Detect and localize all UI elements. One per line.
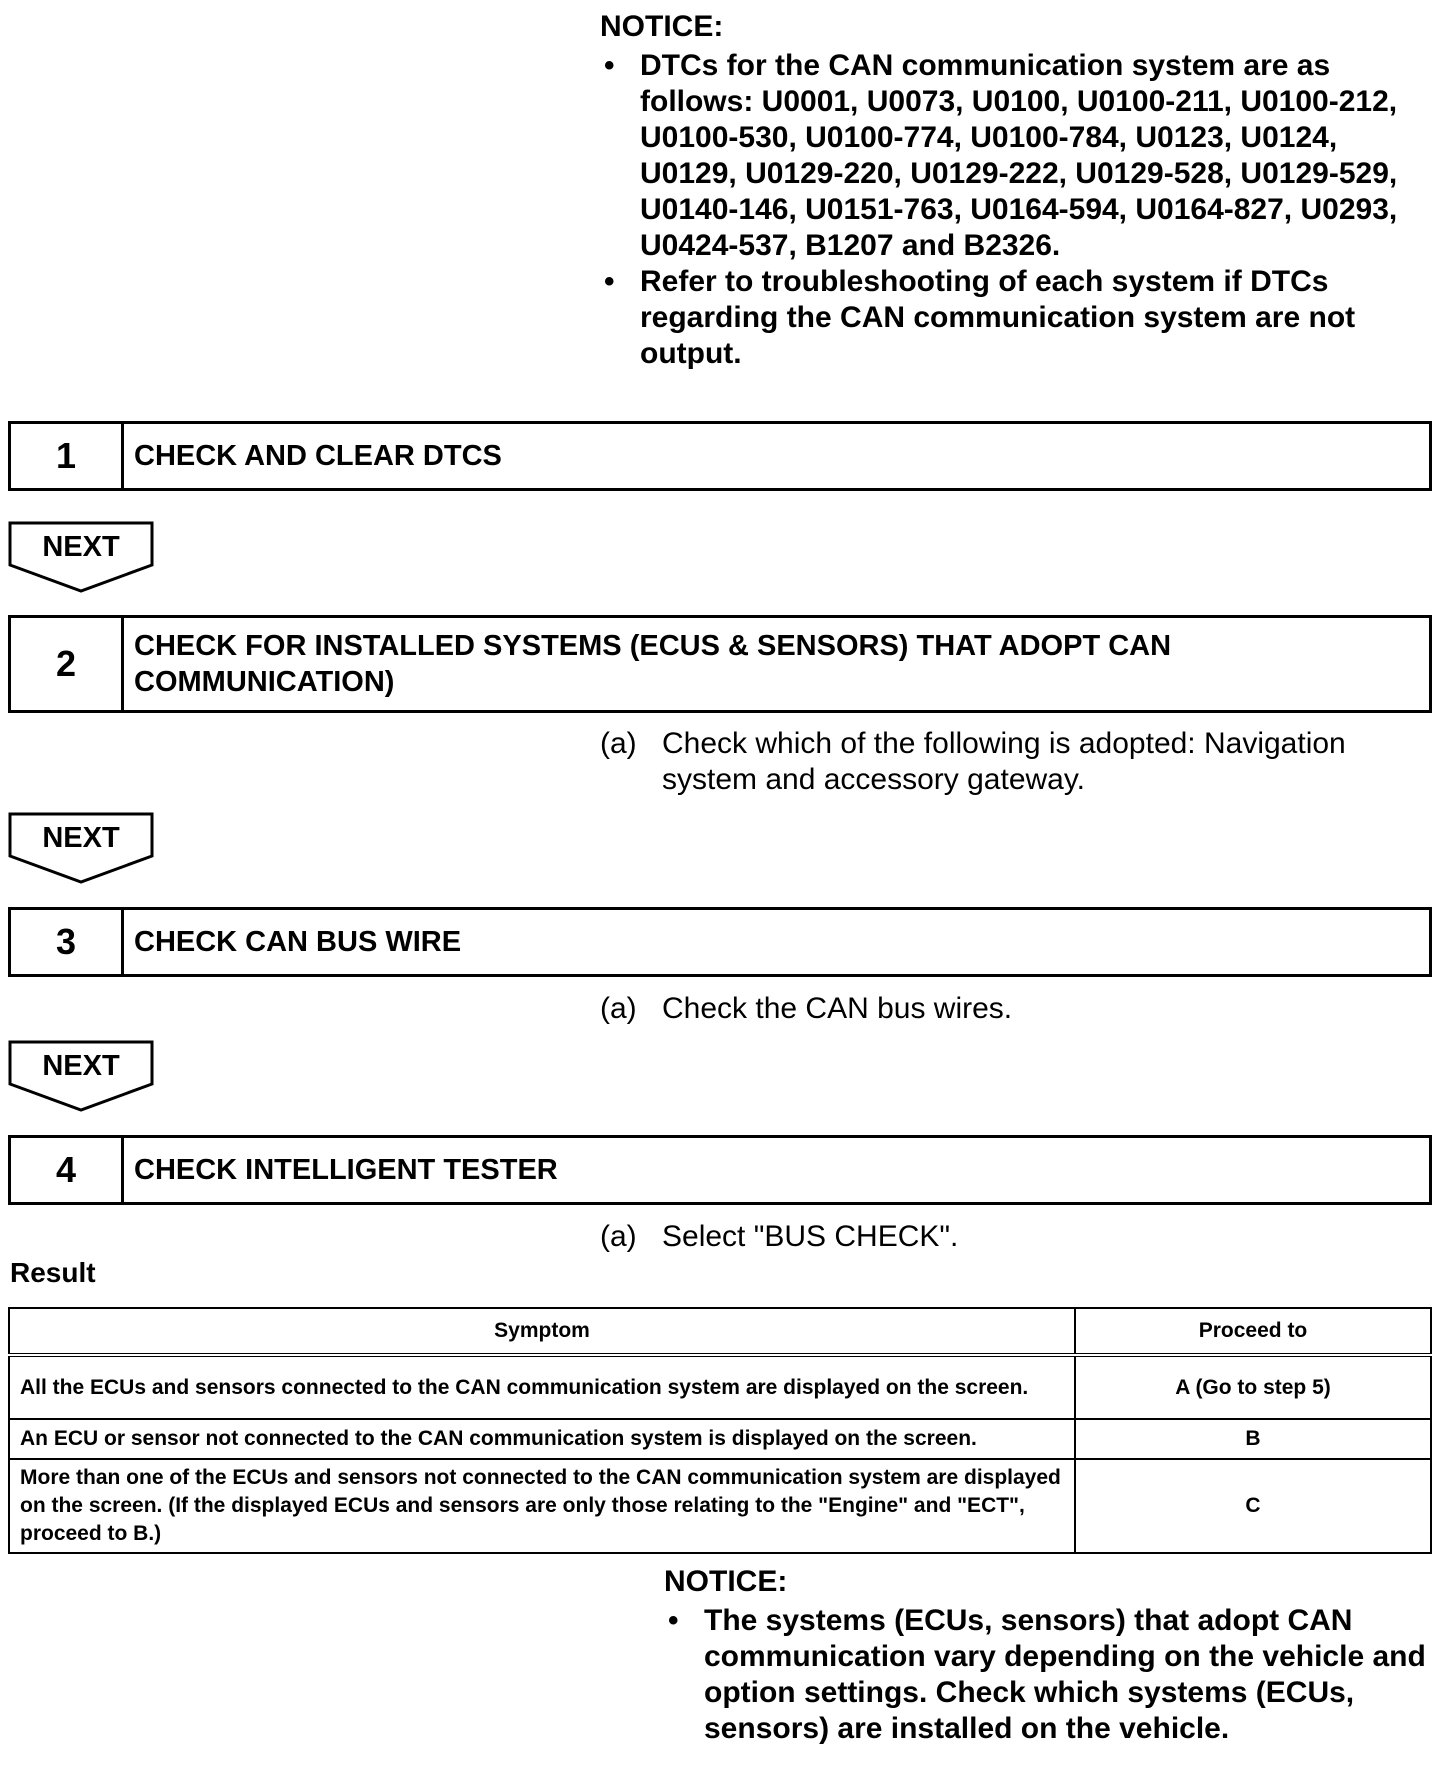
notice-bullet-list bbox=[664, 1603, 1434, 1747]
table-row bbox=[9, 1459, 1431, 1553]
proceed-cell: B bbox=[1075, 1419, 1431, 1459]
step-number: 3 bbox=[11, 910, 124, 974]
notice-top bbox=[600, 10, 1420, 372]
step-title: CHECK INTELLIGENT TESTER bbox=[134, 1154, 558, 1186]
proceed-header: Proceed to bbox=[1075, 1308, 1431, 1355]
symptom-cell: More than one of the ECUs and sensors not connected to the CAN communication system are displayed on the screen. (If the displayed ECUs and sensors are only those relating to the "Engine" and "ECT", proceed to B.) bbox=[9, 1459, 1075, 1553]
step-title: CHECK FOR INSTALLED SYSTEMS (ECUS & SENSORS) THAT ADOPT CAN COMMUNICATION) bbox=[134, 630, 1172, 698]
substep-label: (a) bbox=[600, 727, 637, 760]
step-2-box bbox=[8, 615, 1432, 713]
table-header-row bbox=[9, 1308, 1431, 1355]
notice-bullet-list bbox=[600, 48, 1420, 372]
proceed-cell: C bbox=[1075, 1459, 1431, 1553]
symptom-header: Symptom bbox=[9, 1308, 1075, 1355]
next-label: NEXT bbox=[42, 1050, 120, 1082]
notice-bullet: • Refer to troubleshooting of each system if DTCs regarding the CAN communication system are not output. bbox=[600, 264, 1420, 372]
step-3-box bbox=[8, 907, 1432, 977]
result-label: Result bbox=[10, 1257, 96, 1288]
notice-bullet: • DTCs for the CAN communication system are as follows: U0001, U0073, U0100, U0100-211, U0100-212, U0100-530, U0100-774, U0100-784, U0123, U0124, U0129, U0129-220, U0129-222, U0129-528, U0129-529, U0140-146, U0151-763, U0164-594, U0164-827, U0293, U0424-537, B1207 and B2326. bbox=[600, 48, 1420, 264]
symptom-cell: An ECU or sensor not connected to the CAN communication system is displayed on the screen. bbox=[9, 1419, 1075, 1459]
notice-title: NOTICE: bbox=[600, 10, 724, 43]
substep-label: (a) bbox=[600, 1220, 637, 1253]
next-arrow bbox=[8, 812, 154, 884]
next-label: NEXT bbox=[42, 822, 120, 854]
next-arrow bbox=[8, 521, 154, 593]
notice-bullet: • The systems (ECUs, sensors) that adopt CAN communication vary depending on the vehicle and option settings. Check which systems (ECUs, sensors) are installed on the vehicle. bbox=[664, 1603, 1434, 1747]
step-title: CHECK CAN BUS WIRE bbox=[134, 926, 462, 958]
substep-text: Check the CAN bus wires. bbox=[662, 992, 1013, 1025]
step-title: CHECK AND CLEAR DTCS bbox=[134, 440, 502, 472]
symptom-cell: All the ECUs and sensors connected to the CAN communication system are displayed on the screen. bbox=[9, 1355, 1075, 1419]
step-4-substep bbox=[600, 1219, 1380, 1255]
table-row bbox=[9, 1355, 1431, 1419]
substep-text: Select "BUS CHECK". bbox=[662, 1220, 959, 1253]
notice-title: NOTICE: bbox=[664, 1565, 788, 1598]
result-table bbox=[8, 1307, 1432, 1554]
substep-text: Check which of the following is adopted: Navigation system and accessory gateway. bbox=[662, 727, 1346, 796]
step-number: 1 bbox=[11, 424, 124, 488]
step-number: 2 bbox=[11, 618, 124, 710]
next-label: NEXT bbox=[42, 531, 120, 563]
table-row bbox=[9, 1419, 1431, 1459]
proceed-cell: A (Go to step 5) bbox=[1075, 1355, 1431, 1419]
substep-label: (a) bbox=[600, 992, 637, 1025]
step-3-substep bbox=[600, 991, 1380, 1027]
step-number: 4 bbox=[11, 1138, 124, 1202]
notice-bottom bbox=[664, 1565, 1434, 1747]
step-2-substep bbox=[600, 726, 1380, 798]
step-4-box bbox=[8, 1135, 1432, 1205]
next-arrow bbox=[8, 1040, 154, 1112]
step-1-box bbox=[8, 421, 1432, 491]
